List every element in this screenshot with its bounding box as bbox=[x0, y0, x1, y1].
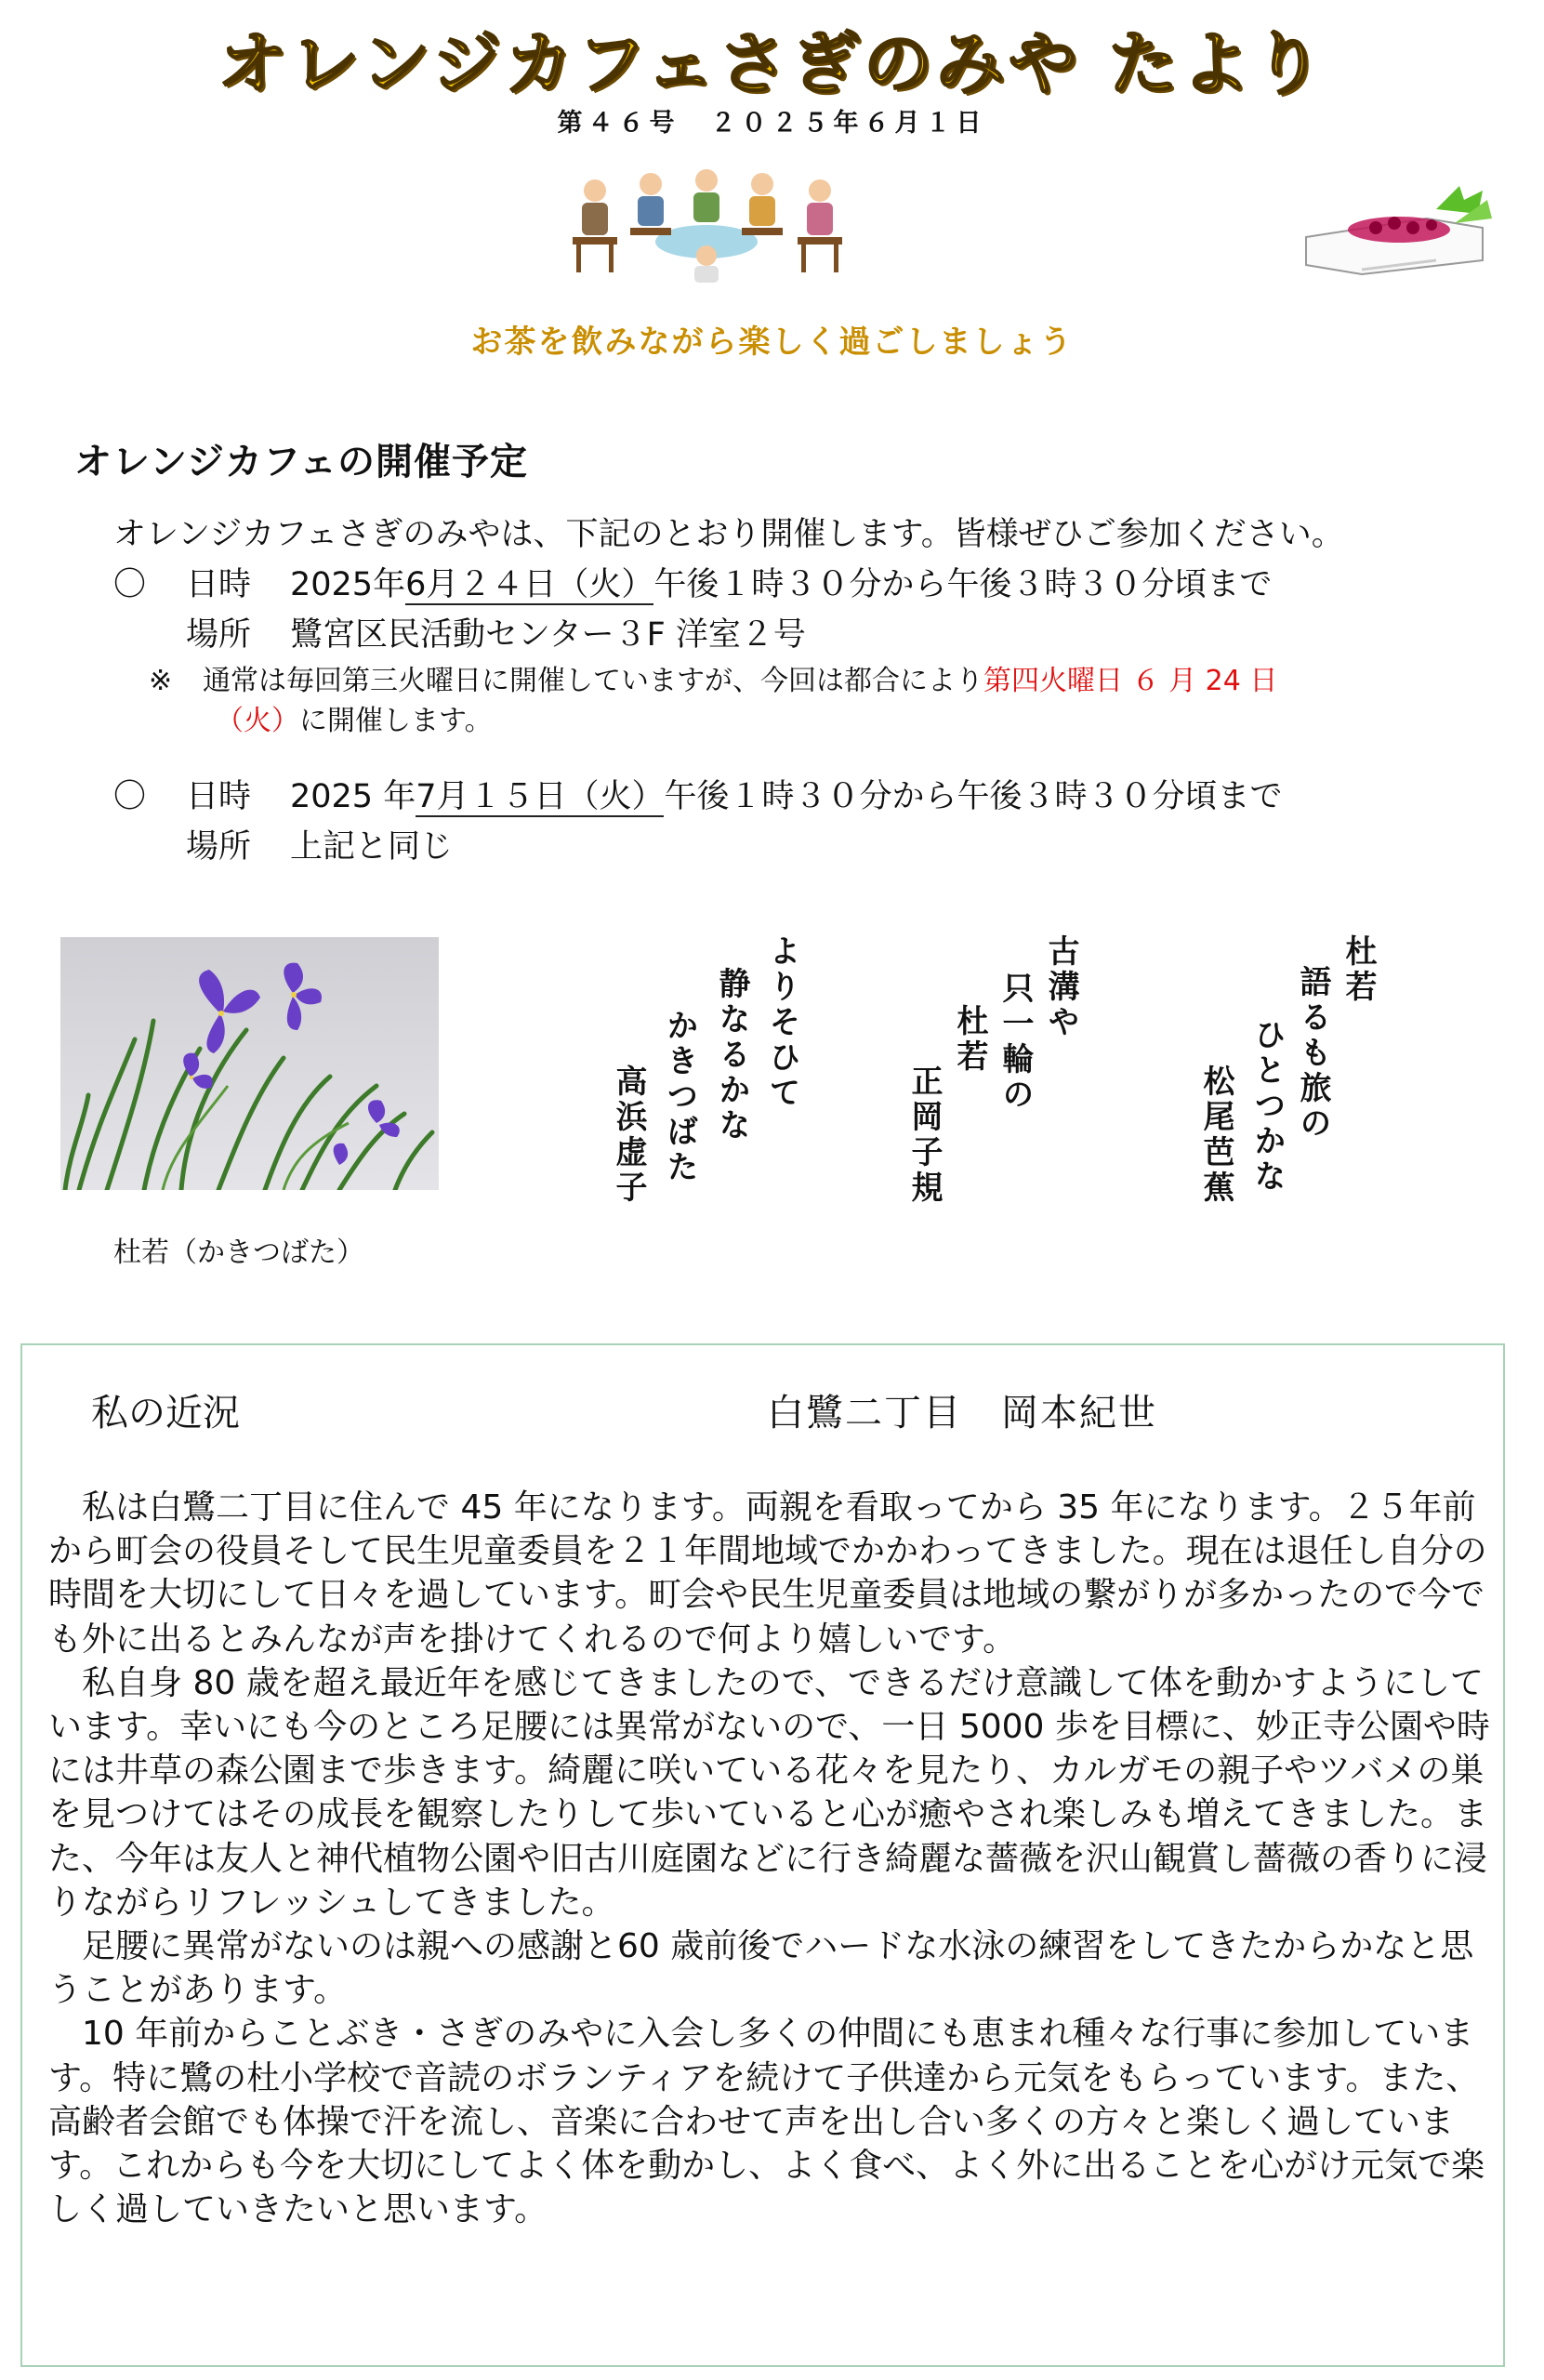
iris-photo bbox=[60, 937, 439, 1190]
person-4 bbox=[742, 173, 783, 235]
event1-time: 午後１時３０分から午後３時３０分頃まで bbox=[653, 566, 1273, 603]
haiku-kyoshi-line3: かきつばた bbox=[661, 1009, 698, 1185]
schedule-heading: オレンジカフェの開催予定 bbox=[74, 441, 528, 483]
haiku-basho-line3: ひとつかな bbox=[1248, 1018, 1286, 1195]
event1-bullet: 〇 bbox=[113, 566, 147, 603]
photo-caption: 杜若（かきつばた） bbox=[113, 1236, 364, 1269]
event2-time: 午後１時３０分から午後３時３０分頃まで bbox=[664, 778, 1283, 815]
event1-date-label: 日時 bbox=[186, 566, 252, 603]
haiku-kyoshi-author: 高浜虚子 bbox=[610, 1064, 647, 1206]
haiku-shiki-line2: 只一輪の bbox=[996, 972, 1034, 1113]
event1-date-prefix: 2025年 bbox=[290, 566, 406, 603]
essay-paragraph: 足腰に異常がないのは親への感謝と60 歳前後でハードな水泳の練習をしてきたからかなと思うことがあります。 bbox=[48, 1927, 1474, 2010]
event2-datetime bbox=[290, 776, 1283, 817]
note-highlight-date: 第四火曜日 ６ 月 24 日 bbox=[983, 665, 1278, 697]
event1-date: 6月２４日（火） bbox=[405, 566, 654, 603]
person-1 bbox=[573, 179, 617, 272]
essay-title: 私の近況 bbox=[91, 1392, 240, 1435]
person-5 bbox=[798, 179, 842, 272]
event2-place-label: 場所 bbox=[186, 828, 252, 866]
haiku-shiki-line3: 杜若 bbox=[951, 1004, 988, 1075]
haiku-basho-line2: 語るも旅の bbox=[1294, 965, 1331, 1142]
sweets-illustration bbox=[1297, 172, 1511, 288]
event2-date-prefix: 2025 年 bbox=[290, 778, 416, 815]
schedule-intro: オレンジカフェさぎのみやは、下記のとおり開催します。皆様ぜひご参加ください。 bbox=[113, 516, 1344, 553]
note-text1: 通常は毎回第三火曜日に開催していますが、今回は都合により bbox=[203, 665, 983, 697]
essay-paragraph: 10 年前からことぶき・さぎのみやに入会し多くの仲間にも恵まれ種々な行事に参加しています。特に鷺の杜小学校で音読のボランティアを続けて子供達から元気をもらっています。また、高齢者会館でも体操で汗を流し、音楽に合わせて声を出し合い多くの方々と楽しく過しています。これからも今を大切にしてよく体を動かし、よく食べ、よく外に出ることを心がけ元気で楽しく過していきたいと思います。 bbox=[48, 2015, 1485, 2229]
haiku-shiki-line1: 古溝や bbox=[1042, 934, 1079, 1040]
note-mark: ※ bbox=[149, 665, 173, 697]
essay-body bbox=[48, 1486, 1498, 2231]
event1-place-label: 場所 bbox=[186, 616, 252, 654]
issue-date: 第４６号 ２０２５年６月１日 bbox=[557, 109, 987, 138]
person-6 bbox=[694, 245, 719, 283]
note-line2 bbox=[216, 703, 493, 740]
haiku-basho-author: 松尾芭蕉 bbox=[1197, 1064, 1234, 1206]
haiku-kyoshi-line1: よりそひて bbox=[763, 934, 800, 1111]
event1-datetime bbox=[290, 564, 1272, 605]
tagline: お茶を飲みながら楽しく過ごしましょう bbox=[470, 324, 1074, 361]
person-2 bbox=[630, 173, 671, 235]
event2-date-label: 日時 bbox=[186, 778, 252, 815]
newsletter-title: オレンジカフェさぎのみや たより bbox=[218, 24, 1326, 104]
person-3 bbox=[693, 169, 719, 222]
cafe-people-illustration bbox=[558, 167, 855, 284]
note-line1 bbox=[203, 663, 1277, 700]
haiku-kyoshi-line2: 静なるかな bbox=[713, 967, 750, 1144]
note-highlight-day: （火） bbox=[216, 705, 299, 737]
essay-paragraph: 私自身 80 歳を超え最近年を感じてきましたので、できるだけ意識して体を動かすようにしています。幸いにも今のところ足腰には異常がないので、一日 5000 歩を目標に、妙正寺公園や時には井草の森公園まで歩きます。綺麗に咲いている花々を見たり、カルガモの親子やツバメの巣を見つけてはその成長を観察したりして歩いていると心が癒やされ楽しみも増えてきました。また、今年は友人と神代植物公園や旧古川庭園などに行き綺麗な薔薇を沢山観賞し薔薇の香りに浸りながらリフレッシュしてきました。 bbox=[48, 1663, 1490, 1922]
note-text2: に開催します。 bbox=[299, 705, 493, 737]
haiku-shiki-author: 正岡子規 bbox=[905, 1064, 943, 1206]
essay-author: 白鷺二丁目 岡本紀世 bbox=[767, 1392, 1157, 1435]
event2-bullet: 〇 bbox=[113, 778, 147, 815]
event2-date: 7月１５日（火） bbox=[416, 778, 665, 815]
haiku-basho-line1: 杜若 bbox=[1339, 934, 1377, 1005]
event1-place: 鷺宮区民活動センター３F 洋室２号 bbox=[290, 616, 806, 654]
essay-paragraph: 私は白鷺二丁目に住んで 45 年になります。両親を看取ってから 35 年になります。２５年前から町会の役員そして民生児童委員を２１年間地域でかかわってきました。現在は退任し自分の時間を大切にして日々を過しています。町会や民生児童委員は地域の繋がりが多かったので今でも外に出るとみんなが声を掛けてくれるので何より嬉しいです。 bbox=[48, 1488, 1487, 1659]
event2-place: 上記と同じ bbox=[290, 828, 454, 866]
